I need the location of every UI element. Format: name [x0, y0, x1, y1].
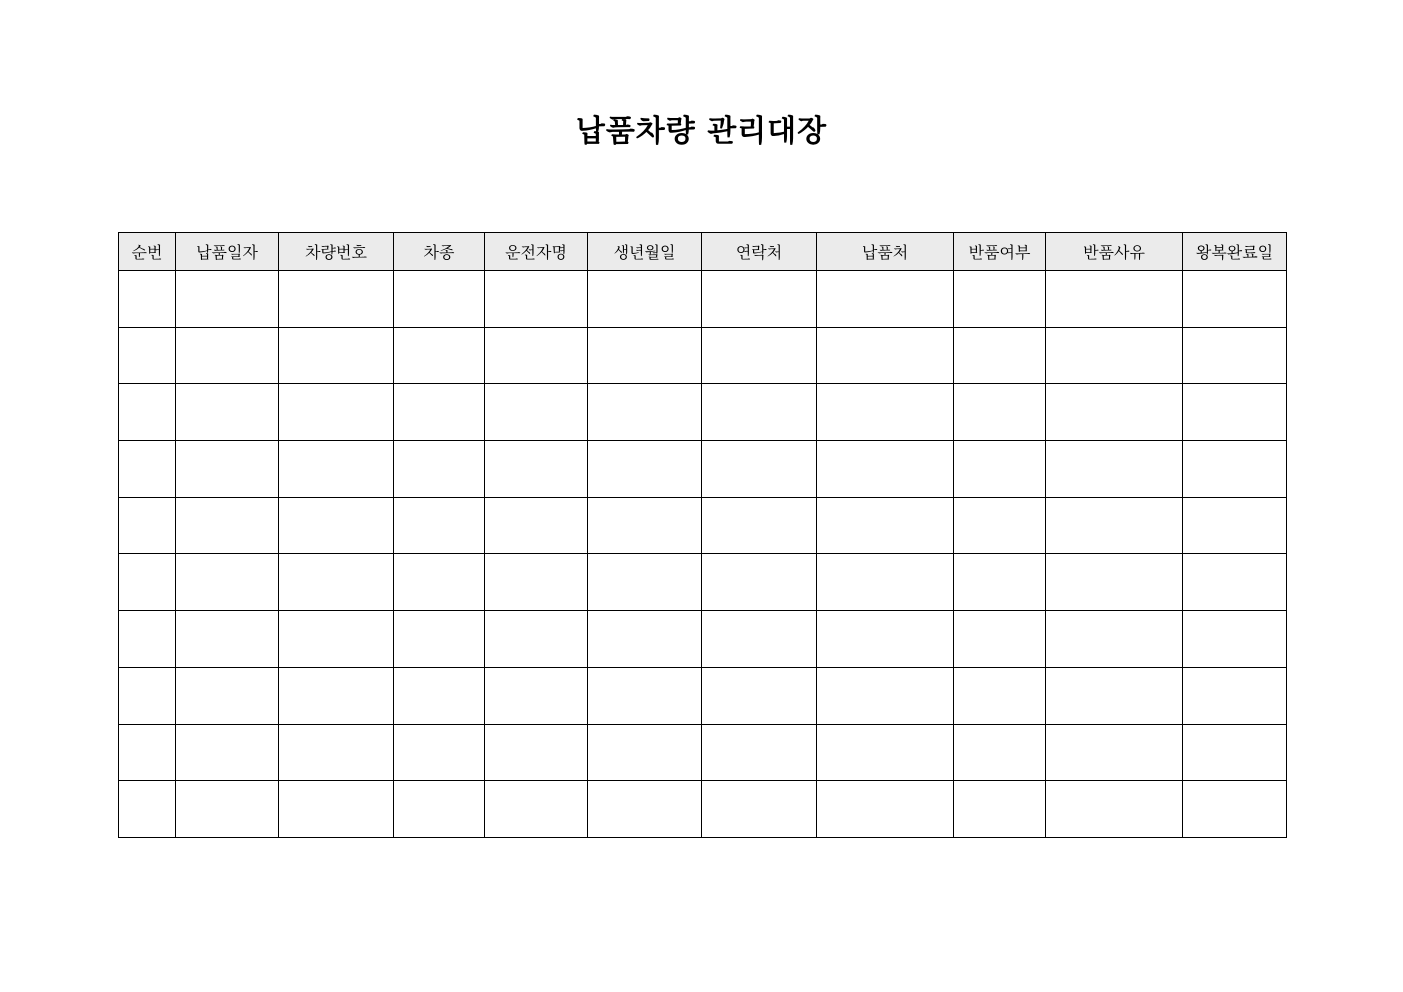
table-cell[interactable] [588, 441, 702, 498]
table-row [119, 271, 1287, 328]
table-cell[interactable] [485, 724, 588, 781]
header-cell-return-status: 반품여부 [954, 233, 1046, 271]
table-row [119, 781, 1287, 838]
table-cell[interactable] [394, 667, 485, 724]
table-cell[interactable] [119, 781, 176, 838]
table-cell[interactable] [702, 327, 817, 384]
table-cell[interactable] [817, 327, 954, 384]
table-cell[interactable] [279, 384, 394, 441]
table-cell[interactable] [176, 724, 279, 781]
table-cell[interactable] [394, 271, 485, 328]
table-cell[interactable] [702, 611, 817, 668]
table-cell[interactable] [1046, 781, 1183, 838]
table-cell[interactable] [588, 327, 702, 384]
table-cell[interactable] [1183, 441, 1287, 498]
table-cell[interactable] [702, 441, 817, 498]
table-cell[interactable] [588, 554, 702, 611]
table-cell[interactable] [176, 611, 279, 668]
table-cell[interactable] [119, 554, 176, 611]
table-cell[interactable] [279, 327, 394, 384]
table-cell[interactable] [485, 497, 588, 554]
table-cell[interactable] [485, 611, 588, 668]
table-cell[interactable] [394, 724, 485, 781]
table-cell[interactable] [588, 271, 702, 328]
table-cell[interactable] [1046, 441, 1183, 498]
table-cell[interactable] [817, 611, 954, 668]
table-cell[interactable] [817, 667, 954, 724]
table-cell[interactable] [394, 384, 485, 441]
header-cell-birth-date: 생년월일 [588, 233, 702, 271]
table-cell[interactable] [588, 724, 702, 781]
table-cell[interactable] [485, 781, 588, 838]
table-row [119, 441, 1287, 498]
table-cell[interactable] [954, 667, 1046, 724]
table-cell[interactable] [817, 384, 954, 441]
table-cell[interactable] [817, 497, 954, 554]
header-cell-delivery-date: 납품일자 [176, 233, 279, 271]
table-cell[interactable] [817, 441, 954, 498]
table-cell[interactable] [119, 384, 176, 441]
vehicle-ledger-table [118, 232, 1287, 838]
table-row [119, 384, 1287, 441]
table-cell[interactable] [176, 554, 279, 611]
table-cell[interactable] [702, 554, 817, 611]
table-row [119, 327, 1287, 384]
table-cell[interactable] [1046, 497, 1183, 554]
header-cell-driver-name: 운전자명 [485, 233, 588, 271]
header-cell-seq: 순번 [119, 233, 176, 271]
header-cell-round-trip-date: 왕복완료일 [1183, 233, 1287, 271]
table-cell[interactable] [954, 611, 1046, 668]
table-cell[interactable] [1183, 497, 1287, 554]
table-cell[interactable] [279, 271, 394, 328]
table-cell[interactable] [176, 271, 279, 328]
table-cell[interactable] [485, 554, 588, 611]
header-cell-vehicle-type: 차종 [394, 233, 485, 271]
table-cell[interactable] [588, 611, 702, 668]
table-cell[interactable] [485, 667, 588, 724]
table-cell[interactable] [394, 327, 485, 384]
header-cell-vehicle-number: 차량번호 [279, 233, 394, 271]
table-cell[interactable] [485, 271, 588, 328]
table-cell[interactable] [1183, 327, 1287, 384]
table-cell[interactable] [279, 611, 394, 668]
table-cell[interactable] [394, 497, 485, 554]
table-body [119, 271, 1287, 838]
table-cell[interactable] [394, 781, 485, 838]
header-cell-delivery-place: 납품처 [817, 233, 954, 271]
table-cell[interactable] [1183, 554, 1287, 611]
table-cell[interactable] [817, 554, 954, 611]
table-cell[interactable] [954, 724, 1046, 781]
table-row [119, 667, 1287, 724]
table-cell[interactable] [954, 554, 1046, 611]
table-cell[interactable] [954, 327, 1046, 384]
table-cell[interactable] [702, 271, 817, 328]
table-cell[interactable] [119, 271, 176, 328]
table-cell[interactable] [817, 271, 954, 328]
table-cell[interactable] [1183, 781, 1287, 838]
table-cell[interactable] [119, 441, 176, 498]
table-cell[interactable] [954, 271, 1046, 328]
table-cell[interactable] [702, 667, 817, 724]
table-cell[interactable] [279, 554, 394, 611]
table-cell[interactable] [1046, 327, 1183, 384]
table-cell[interactable] [119, 611, 176, 668]
table-cell[interactable] [394, 554, 485, 611]
table-cell[interactable] [588, 667, 702, 724]
table-cell[interactable] [176, 441, 279, 498]
table-row [119, 497, 1287, 554]
table-cell[interactable] [588, 781, 702, 838]
table-cell[interactable] [954, 384, 1046, 441]
table-cell[interactable] [485, 441, 588, 498]
header-cell-contact: 연락처 [702, 233, 817, 271]
table-cell[interactable] [817, 724, 954, 781]
table-cell[interactable] [1183, 724, 1287, 781]
table-cell[interactable] [1046, 384, 1183, 441]
table-cell[interactable] [119, 497, 176, 554]
document-title: 납품차량 관리대장 [575, 114, 828, 149]
table-cell[interactable] [817, 781, 954, 838]
table-cell[interactable] [1046, 271, 1183, 328]
table-cell[interactable] [394, 611, 485, 668]
table-cell[interactable] [485, 327, 588, 384]
table-header-row [119, 233, 1287, 271]
table-cell[interactable] [176, 497, 279, 554]
table-cell[interactable] [588, 384, 702, 441]
table-cell[interactable] [588, 497, 702, 554]
table-cell[interactable] [1183, 667, 1287, 724]
table-cell[interactable] [702, 781, 817, 838]
table-cell[interactable] [702, 724, 817, 781]
table-row [119, 724, 1287, 781]
table-cell[interactable] [702, 384, 817, 441]
table-cell[interactable] [1183, 611, 1287, 668]
table-cell[interactable] [1046, 611, 1183, 668]
table-cell[interactable] [176, 781, 279, 838]
table-cell[interactable] [954, 441, 1046, 498]
table-cell[interactable] [954, 781, 1046, 838]
table-row [119, 611, 1287, 668]
table-cell[interactable] [1046, 724, 1183, 781]
table-cell[interactable] [1183, 271, 1287, 328]
table-cell[interactable] [1183, 384, 1287, 441]
table-cell[interactable] [279, 724, 394, 781]
table-cell[interactable] [394, 441, 485, 498]
table-cell[interactable] [176, 327, 279, 384]
table-cell[interactable] [119, 327, 176, 384]
table-cell[interactable] [1046, 667, 1183, 724]
table-cell[interactable] [702, 497, 817, 554]
table-cell[interactable] [119, 724, 176, 781]
table-row [119, 554, 1287, 611]
table-cell[interactable] [119, 667, 176, 724]
table-cell[interactable] [485, 384, 588, 441]
table-cell[interactable] [176, 384, 279, 441]
table-cell[interactable] [279, 441, 394, 498]
table-cell[interactable] [176, 667, 279, 724]
table-cell[interactable] [954, 497, 1046, 554]
table-cell[interactable] [279, 781, 394, 838]
table-cell[interactable] [279, 497, 394, 554]
table-cell[interactable] [1046, 554, 1183, 611]
header-cell-return-reason: 반품사유 [1046, 233, 1183, 271]
table-cell[interactable] [279, 667, 394, 724]
